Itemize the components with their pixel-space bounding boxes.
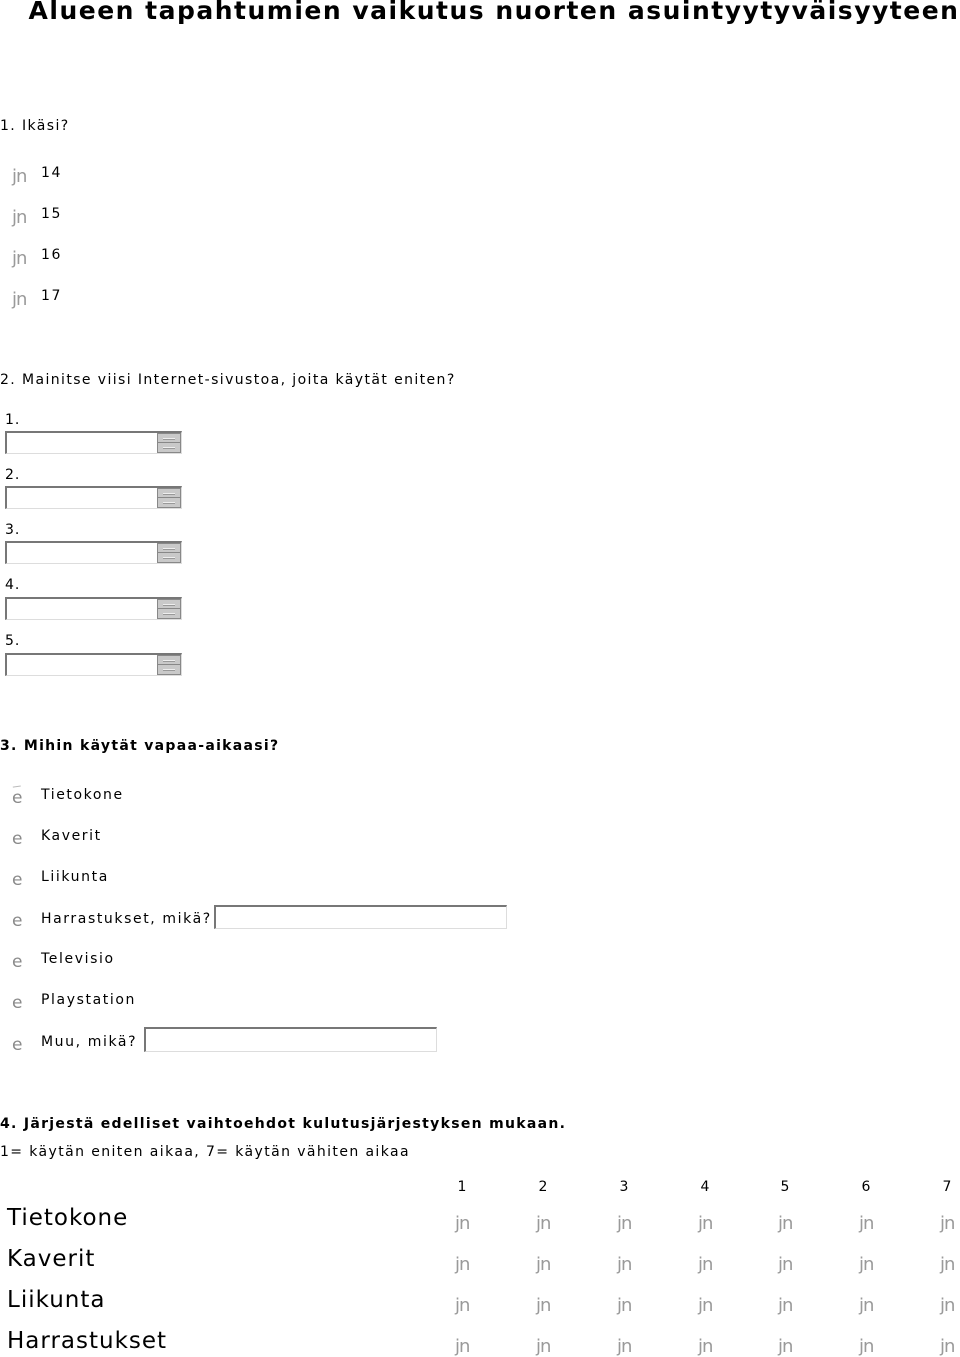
website-field-number: 3. — [5, 522, 21, 538]
muu-text-input[interactable] — [144, 1027, 437, 1052]
website-input-1[interactable] — [5, 431, 182, 454]
rank-row-label: Tietokone — [7, 1205, 129, 1231]
checkbox-icon[interactable]: e — [12, 952, 23, 972]
activity-label: Televisio — [41, 951, 115, 967]
page-title: Alueen tapahtumien vaikutus nuorten asuintyytyväisyyteen — [28, 0, 960, 25]
rank-radio-icon[interactable]: jn — [940, 1336, 955, 1357]
age-option-label: 17 — [41, 288, 63, 304]
rank-radio-icon[interactable]: jn — [859, 1254, 874, 1275]
rank-row-label: Kaverit — [7, 1246, 96, 1272]
rank-radio-icon[interactable]: jn — [940, 1254, 955, 1275]
checkbox-tietokone[interactable] — [12, 790, 22, 807]
checkbox-playstation[interactable] — [12, 995, 22, 1012]
age-option-label: 14 — [41, 165, 63, 181]
age-option-label: 15 — [41, 206, 63, 222]
rank-radio-icon[interactable]: jn — [778, 1295, 793, 1316]
checkbox-icon[interactable]: e — [12, 993, 23, 1013]
radio-icon[interactable]: jn — [12, 248, 27, 269]
checkbox-harrastukset[interactable] — [12, 913, 22, 930]
rank-radio-icon[interactable]: jn — [617, 1254, 632, 1275]
question-1-label: 1. Ikäsi? — [0, 118, 70, 134]
rank-radio-icon[interactable]: jn — [859, 1295, 874, 1316]
age-option-17[interactable] — [12, 290, 26, 309]
activity-label: Playstation — [41, 992, 136, 1008]
activity-label: Liikunta — [41, 869, 109, 885]
activity-label: Muu, mikä? — [41, 1034, 138, 1050]
radio-icon[interactable]: jn — [12, 207, 27, 228]
website-field-number: 4. — [5, 577, 21, 593]
spin-down-icon[interactable] — [157, 552, 181, 563]
rank-radio-icon[interactable]: jn — [698, 1254, 713, 1275]
website-input-4[interactable] — [5, 597, 182, 620]
checkbox-televisio[interactable] — [12, 954, 22, 971]
rank-radio-icon[interactable]: jn — [617, 1295, 632, 1316]
rank-radio-icon[interactable]: jn — [455, 1295, 470, 1316]
rank-radio-icon[interactable]: jn — [455, 1213, 470, 1234]
spin-down-icon[interactable] — [157, 442, 181, 453]
checkbox-icon[interactable]: e — [12, 788, 23, 808]
age-option-16[interactable] — [12, 249, 26, 268]
website-input-5[interactable] — [5, 653, 182, 676]
spin-down-icon[interactable] — [157, 608, 181, 619]
rank-radio-icon[interactable]: jn — [859, 1213, 874, 1234]
spin-down-icon[interactable] — [157, 664, 181, 675]
website-input-2[interactable] — [5, 486, 182, 509]
spin-down-icon[interactable] — [157, 497, 181, 508]
checkbox-icon[interactable]: e — [12, 829, 23, 849]
rank-column-header: 3 — [619, 1179, 629, 1195]
age-option-label: 16 — [41, 247, 63, 263]
activity-label: Tietokone — [41, 787, 124, 803]
radio-icon[interactable]: jn — [12, 166, 27, 187]
age-option-15[interactable] — [12, 208, 26, 227]
website-field-number: 5. — [5, 633, 21, 649]
activity-label: Harrastukset, mikä? — [41, 911, 212, 927]
checkbox-liikunta[interactable] — [12, 872, 22, 889]
rank-radio-icon[interactable]: jn — [778, 1213, 793, 1234]
rank-column-header: 4 — [700, 1179, 710, 1195]
website-field-number: 2. — [5, 467, 21, 483]
rank-radio-icon[interactable]: jn — [617, 1213, 632, 1234]
rank-radio-icon[interactable]: jn — [940, 1295, 955, 1316]
checkbox-icon[interactable]: e — [12, 870, 23, 890]
rank-column-header: 6 — [861, 1179, 871, 1195]
harrastukset-text-input[interactable] — [214, 905, 507, 929]
rank-row-label: Liikunta — [7, 1287, 106, 1313]
rank-radio-icon[interactable]: jn — [940, 1213, 955, 1234]
age-option-14[interactable] — [12, 167, 26, 186]
rank-radio-icon[interactable]: jn — [455, 1336, 470, 1357]
checkbox-icon[interactable]: e — [12, 1035, 23, 1055]
activity-label: Kaverit — [41, 828, 102, 844]
checkbox-icon[interactable]: e — [12, 911, 23, 931]
rank-radio-icon[interactable]: jn — [617, 1336, 632, 1357]
rank-column-header: 2 — [538, 1179, 548, 1195]
question-4-instruction: 1= käytän eniten aikaa, 7= käytän vähiten aikaa — [0, 1144, 410, 1160]
rank-radio-icon[interactable]: jn — [698, 1295, 713, 1316]
rank-radio-icon[interactable]: jn — [778, 1254, 793, 1275]
rank-radio-icon[interactable]: jn — [698, 1336, 713, 1357]
rank-column-header: 1 — [457, 1179, 467, 1195]
question-2-label: 2. Mainitse viisi Internet-sivustoa, joita käytät eniten? — [0, 372, 456, 388]
rank-radio-icon[interactable]: jn — [778, 1336, 793, 1357]
checkbox-kaverit[interactable] — [12, 831, 22, 848]
checkbox-muu[interactable] — [12, 1037, 22, 1054]
rank-row-label: Harrastukset — [7, 1328, 168, 1354]
rank-radio-icon[interactable]: jn — [536, 1254, 551, 1275]
rank-column-header: 5 — [780, 1179, 790, 1195]
website-input-3[interactable] — [5, 541, 182, 564]
rank-radio-icon[interactable]: jn — [698, 1213, 713, 1234]
radio-icon[interactable]: jn — [12, 289, 27, 310]
website-field-number: 1. — [5, 412, 21, 428]
rank-column-header: 7 — [942, 1179, 952, 1195]
question-3-label: 3. Mihin käytät vapaa-aikaasi? — [0, 738, 280, 754]
rank-radio-icon[interactable]: jn — [536, 1213, 551, 1234]
rank-radio-icon[interactable]: jn — [455, 1254, 470, 1275]
question-4-label: 4. Järjestä edelliset vaihtoehdot kulutusjärjestyksen mukaan. — [0, 1116, 567, 1132]
rank-radio-icon[interactable]: jn — [536, 1295, 551, 1316]
rank-radio-icon[interactable]: jn — [536, 1336, 551, 1357]
rank-radio-icon[interactable]: jn — [859, 1336, 874, 1357]
